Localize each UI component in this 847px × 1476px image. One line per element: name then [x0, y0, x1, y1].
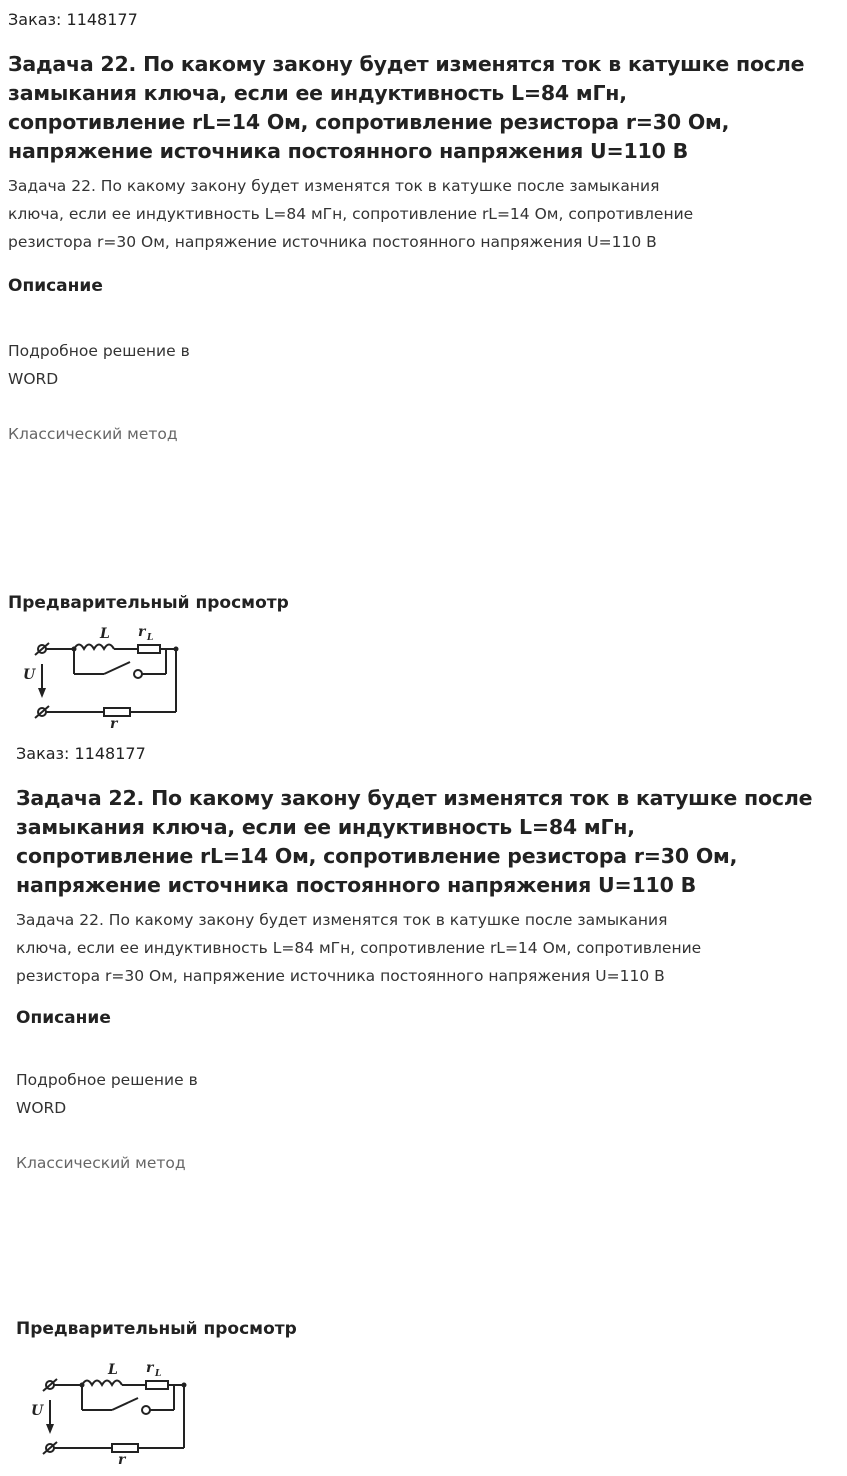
title-line: сопротивление rL=14 Ом, сопротивление резистора r=30 Ом,: [16, 844, 738, 868]
label-u: U: [23, 667, 36, 683]
solution-detail: [8, 337, 248, 393]
task-title: [16, 784, 812, 900]
order-block-2: [16, 732, 847, 1476]
desc-line: Задача 22. По какому закону будет изменятся ток в катушке после замыкания: [8, 177, 660, 195]
desc-line: резистора r=30 Ом, напряжение источника постоянного напряжения U=110 В: [16, 967, 665, 985]
preview-heading: Предварительный просмотр: [8, 593, 289, 613]
title-line: напряжение источника постоянного напряжения U=110 В: [16, 873, 697, 897]
task-description: [16, 906, 701, 990]
task-title: [8, 50, 804, 166]
desc-line: ключа, если ее индуктивность L=84 мГн, сопротивление rL=14 Ом, сопротивление: [16, 939, 702, 957]
switch-blade: [104, 662, 130, 674]
label-rl: r: [146, 1360, 154, 1376]
title-line: Задача 22. По какому закону будет изменятся ток в катушке после: [8, 52, 805, 76]
inductor-coil: [82, 1381, 122, 1386]
label-r: r: [118, 1452, 126, 1464]
detail-line: WORD: [8, 370, 59, 388]
label-rl: r: [138, 624, 146, 640]
title-line: замыкания ключа, если ее индуктивность L=84 мГн,: [16, 815, 635, 839]
solution-detail: [16, 1066, 256, 1122]
order-number: Заказ: 1148177: [8, 10, 138, 29]
resistor-r: [112, 1444, 138, 1452]
circuit-diagram: [20, 1352, 190, 1464]
detail-line: Подробное решение в: [8, 342, 190, 360]
title-line: замыкания ключа, если ее индуктивность L=84 мГн,: [8, 81, 627, 105]
label-rl-sub: L: [147, 633, 154, 643]
circuit-diagram: [12, 616, 182, 728]
description-heading: Описание: [16, 1008, 111, 1028]
title-line: напряжение источника постоянного напряжения U=110 В: [8, 139, 689, 163]
desc-line: Задача 22. По какому закону будет изменятся ток в катушке после замыкания: [16, 911, 668, 929]
task-description: [8, 172, 693, 256]
label-u: U: [31, 1403, 44, 1419]
switch-contact: [134, 670, 142, 678]
title-line: Задача 22. По какому закону будет изменятся ток в катушке после: [16, 786, 813, 810]
label-l: L: [100, 626, 110, 642]
solution-method: Классический метод: [16, 1154, 186, 1172]
detail-line: WORD: [16, 1099, 67, 1117]
label-l: L: [108, 1362, 118, 1378]
detail-line: Подробное решение в: [16, 1071, 198, 1089]
label-r: r: [110, 716, 118, 728]
label-rl-sub: L: [155, 1369, 162, 1379]
title-line: сопротивление rL=14 Ом, сопротивление резистора r=30 Ом,: [8, 110, 730, 134]
solution-method: Классический метод: [8, 425, 178, 443]
desc-line: резистора r=30 Ом, напряжение источника постоянного напряжения U=110 В: [8, 233, 657, 251]
desc-line: ключа, если ее индуктивность L=84 мГн, сопротивление rL=14 Ом, сопротивление: [8, 205, 694, 223]
description-heading: Описание: [8, 276, 103, 296]
resistor-rl: [146, 1381, 168, 1389]
resistor-r: [104, 708, 130, 716]
switch-blade: [112, 1398, 138, 1410]
order-block-1: [8, 0, 842, 738]
order-number: Заказ: 1148177: [16, 744, 146, 763]
resistor-rl: [138, 645, 160, 653]
inductor-coil: [74, 645, 114, 650]
switch-contact: [142, 1406, 150, 1414]
preview-heading: Предварительный просмотр: [16, 1319, 297, 1339]
